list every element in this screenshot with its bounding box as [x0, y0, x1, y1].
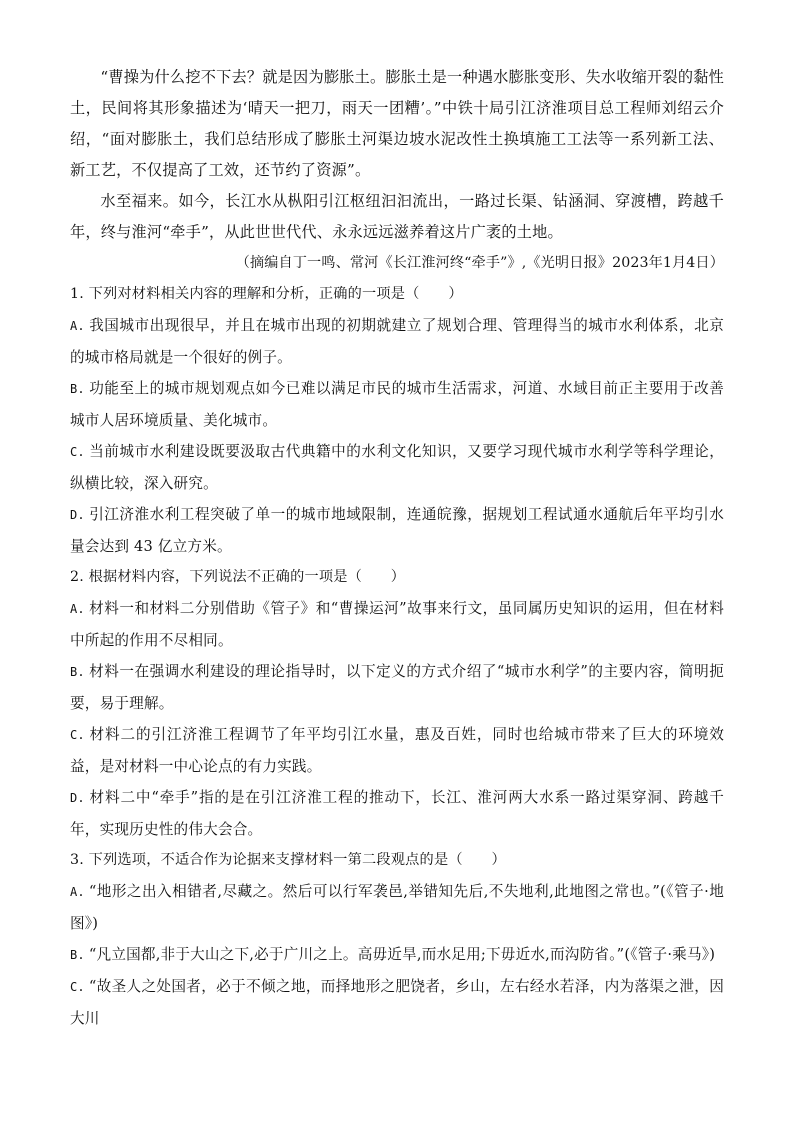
option-text: 功能至上的城市规划观点如今已难以满足市民的城市生活需求，河道、水域目前正主要用于改善城市人居环境质量、美化城市。 — [70, 380, 724, 429]
option-text: 材料一在强调水利建设的理论指导时，以下定义的方式介绍了“城市水利学”的主要内容，简明扼要，易于理解。 — [70, 663, 724, 712]
option-text: 引江济淮水利工程突破了单一的城市地域限制，连通皖豫，据规划工程试通水通航后年平均引水量会达到 43 亿立方米。 — [70, 506, 724, 555]
option-text: 材料二中“牵手”指的是在引江济淮工程的推动下，长江、淮河两大水系一路过渠穿洞、跨越千年，实现历史性的伟大会合。 — [70, 789, 724, 838]
question-1-option-a — [70, 310, 724, 373]
option-letter: A. — [70, 602, 85, 616]
option-text: 我国城市出现很早，并且在城市出现的初期就建立了规划合理、管理得当的城市水利体系，北京的城市格局就是一个很好的例子。 — [70, 317, 724, 366]
passage-paragraph-2: 水至福来。如今，长江水从枞阳引江枢纽汩汩流出，一路过长渠、钻涵洞、穿渡槽，跨越千年，终与淮河“牵手”，从此世世代代、永永远远滋养着这片广袤的土地。 — [70, 192, 724, 241]
option-text: 当前城市水利建设既要汲取古代典籍中的水利文化知识，又要学习现代城市水利学等科学理论，纵横比较，深入研究。 — [70, 443, 724, 492]
option-letter: A. — [70, 319, 85, 333]
question-3-option-a — [70, 876, 724, 939]
option-text: 材料二的引江济淮工程调节了年平均引江水量，惠及百姓，同时也给城市带来了巨大的环境效益，是对材料一中心论点的有力实践。 — [70, 726, 724, 775]
option-letter: B. — [70, 665, 85, 679]
question-2-option-b — [70, 656, 724, 719]
question-2-option-d — [70, 782, 724, 845]
question-2-option-c — [70, 719, 724, 782]
passage-source: （摘编自丁一鸣、常河《长江淮河终“牵手”》,《光明日报》2023年1月4日） — [235, 255, 724, 271]
question-3-option-b — [70, 939, 724, 971]
option-letter: D. — [70, 508, 85, 522]
question-3-stem: 3. 下列选项，不适合作为论据来支撑材料一第二段观点的是（ ） — [70, 852, 506, 868]
option-text: “凡立国都,非于大山之下,必于广川之上。高毋近旱,而水足用;下毋近水,而沟防省。”(《管子·乘马》) — [88, 946, 716, 963]
question-1-option-b — [70, 373, 724, 436]
option-letter: C. — [70, 980, 85, 994]
passage-paragraph-1: “曹操为什么挖不下去？就是因为膨胀土。膨胀土是一种遇水膨胀变形、失水收缩开裂的黏性土，民间将其形象描述为‘晴天一把刀，雨天一团糟’。”中铁十局引江济淮项目总工程师刘绍云介绍，“面对膨胀土，我们总结形成了膨胀土河渠边坡水泥改性土换填施工工法等一系列新工法、新工艺，不仅提高了工效，还节约了资源”。 — [70, 68, 724, 179]
option-letter: D. — [70, 791, 85, 805]
question-3-option-c — [70, 971, 724, 1034]
option-text: “地形之出入相错者,尽藏之。然后可以行军袭邑,举错知先后,不失地利,此地图之常也。”(《管子·地图》) — [70, 883, 724, 932]
option-letter: B. — [70, 948, 85, 962]
option-letter: C. — [70, 728, 85, 742]
question-1-option-c — [70, 436, 724, 499]
option-letter: B. — [70, 382, 85, 396]
question-2-stem: 2. 根据材料内容，下列说法不正确的一项是（ ） — [70, 569, 406, 585]
question-2-option-a — [70, 593, 724, 656]
question-1-option-d — [70, 499, 724, 562]
option-letter: C. — [70, 445, 85, 459]
option-text: 材料一和材料二分别借助《管子》和“曹操运河”故事来行文，虽同属历史知识的运用，但在材料中所起的作用不尽相同。 — [70, 600, 724, 649]
option-text: “故圣人之处国者，必于不倾之地，而择地形之肥饶者，乡山，左右经水若泽，内为落渠之泄，因大川 — [70, 978, 724, 1027]
document-page — [70, 62, 724, 1034]
question-1-stem: 1. 下列对材料相关内容的理解和分析，正确的一项是（ ） — [70, 286, 463, 302]
option-letter: A. — [70, 885, 85, 899]
